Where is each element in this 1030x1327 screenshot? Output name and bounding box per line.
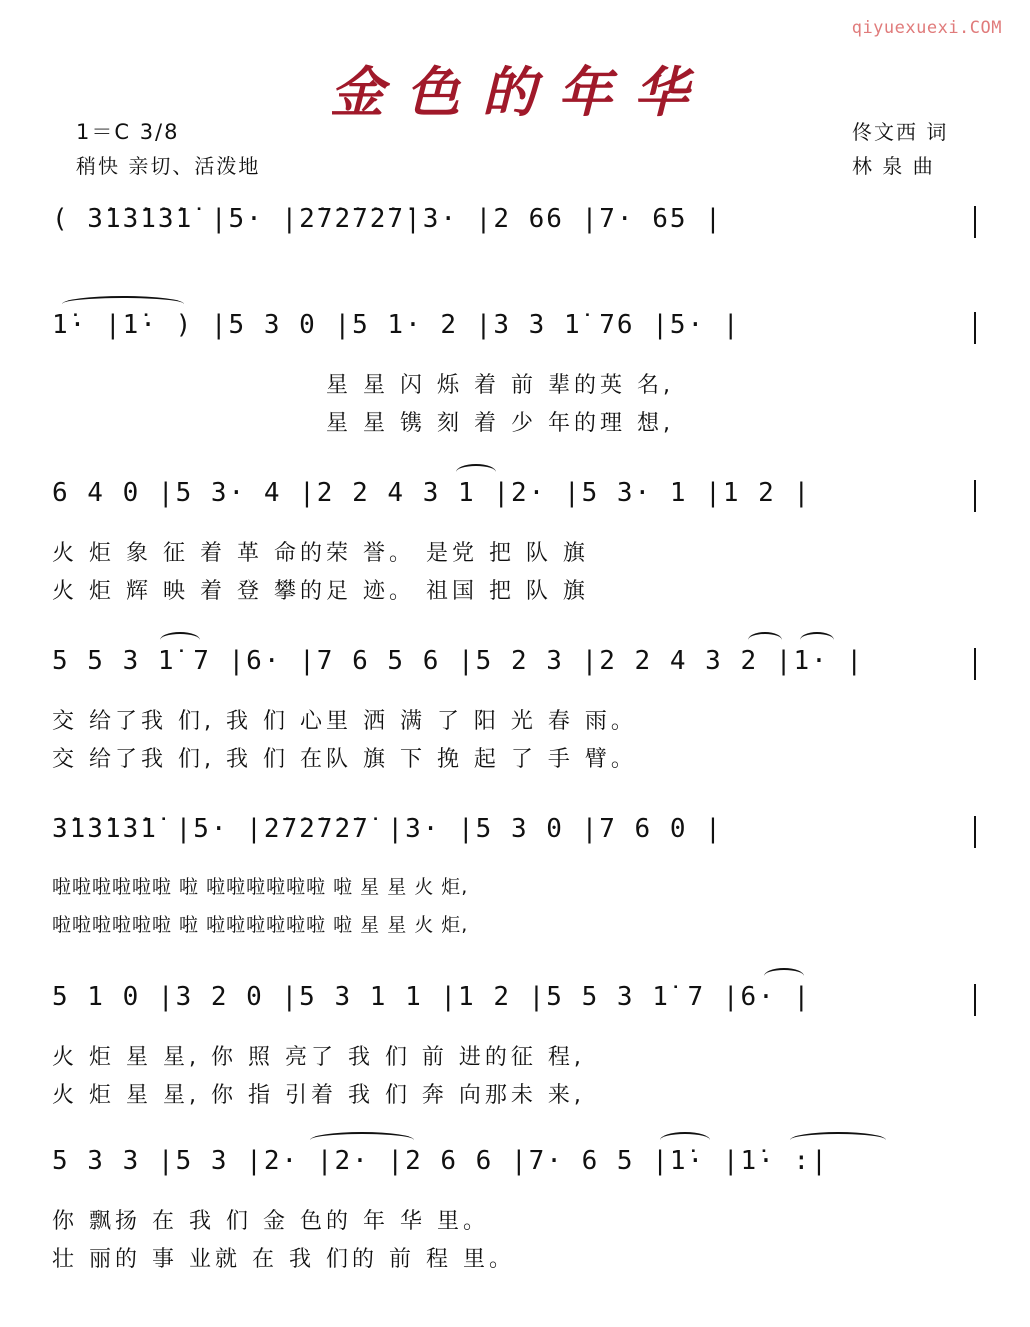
score-row bbox=[0, 478, 1030, 604]
lyricist-credit: 佟文西 词 bbox=[852, 120, 949, 144]
score-row bbox=[0, 1146, 1030, 1272]
lyric-verse-2: 火 炬 辉 映 着 登 攀的足 迹。 祖国 把 队 旗 bbox=[52, 579, 589, 604]
bar-line bbox=[974, 312, 976, 344]
score-row bbox=[0, 982, 1030, 1108]
score-row bbox=[0, 814, 1030, 936]
score-row bbox=[0, 310, 1030, 436]
composer-credit: 林 泉 曲 bbox=[852, 154, 935, 178]
notation-line: 5 5 3 1̇ 7 |6· |7 6 5 6 |5 2 3 |2 2 4 3 2 |1· | bbox=[52, 646, 865, 676]
lyric-verse-2: 火 炬 星 星, 你 指 引着 我 们 奔 向那未 来, bbox=[52, 1083, 585, 1108]
bar-line bbox=[974, 206, 976, 238]
lyric-verse-1: 星 星 闪 烁 着 前 辈的英 名, bbox=[326, 373, 674, 398]
score-row bbox=[0, 646, 1030, 772]
score-row bbox=[0, 204, 1030, 304]
notation-line: 3̇1̇3̇1̇3̇1̇ |5· |2̇7̇2̇7̇2̇7̇ |3· |5 3 0 |7 6 0 | bbox=[52, 814, 723, 844]
song-title: 金色的年华 bbox=[330, 60, 710, 124]
lyric-verse-1: 火 炬 星 星, 你 照 亮了 我 们 前 进的征 程, bbox=[52, 1045, 585, 1070]
watermark-text: qiyuexuexi.COM bbox=[851, 18, 1002, 38]
notation-line: ( 3̇1̇3̇1̇3̇1̇ |5· |2̇7̇2̇7̇2̇7̇|3· |2 66 |7· 65 | bbox=[52, 204, 723, 234]
bar-line bbox=[974, 480, 976, 512]
notation-line: 6 4 0 |5 3· 4 |2 2 4 3 1 |2· |5 3· 1 |1 2 | bbox=[52, 478, 812, 508]
bar-line bbox=[974, 648, 976, 680]
notation-line: 5 1 0 |3 2 0 |5 3 1 1 |1 2 |5 5 3 1̇ 7 |6· | bbox=[52, 982, 812, 1012]
lyric-verse-1: 你 飘扬 在 我 们 金 色的 年 华 里。 bbox=[52, 1209, 489, 1234]
lyric-verse-1: 啦啦啦啦啦啦 啦 啦啦啦啦啦啦 啦 星 星 火 炬, bbox=[52, 876, 469, 898]
lyric-verse-2: 星 星 镌 刻 着 少 年的理 想, bbox=[326, 411, 674, 436]
lyric-verse-2: 交 给了我 们, 我 们 在队 旗 下 挽 起 了 手 臂。 bbox=[52, 747, 637, 772]
notation-line: 5 3 3 |5 3 |2· |2· |2 6 6 |7· 6 5 |1̇· |1̇· :| bbox=[52, 1146, 829, 1176]
lyric-verse-2: 壮 丽的 事 业就 在 我 们的 前 程 里。 bbox=[52, 1247, 515, 1272]
notation-line: 1̇· |1̇· ) |5 3 0 |5 1· 2 |3 3 1̇ 76 |5· | bbox=[52, 310, 741, 340]
lyric-verse-2: 啦啦啦啦啦啦 啦 啦啦啦啦啦啦 啦 星 星 火 炬, bbox=[52, 914, 469, 936]
lyric-verse-1: 火 炬 象 征 着 革 命的荣 誉。 是党 把 队 旗 bbox=[52, 541, 589, 566]
bar-line bbox=[974, 984, 976, 1016]
bar-line bbox=[974, 816, 976, 848]
tempo-marking: 稍快 亲切、活泼地 bbox=[76, 154, 261, 178]
lyric-verse-1: 交 给了我 们, 我 们 心里 洒 满 了 阳 光 春 雨。 bbox=[52, 709, 637, 734]
key-signature: 1＝C 3/8 bbox=[76, 120, 180, 144]
